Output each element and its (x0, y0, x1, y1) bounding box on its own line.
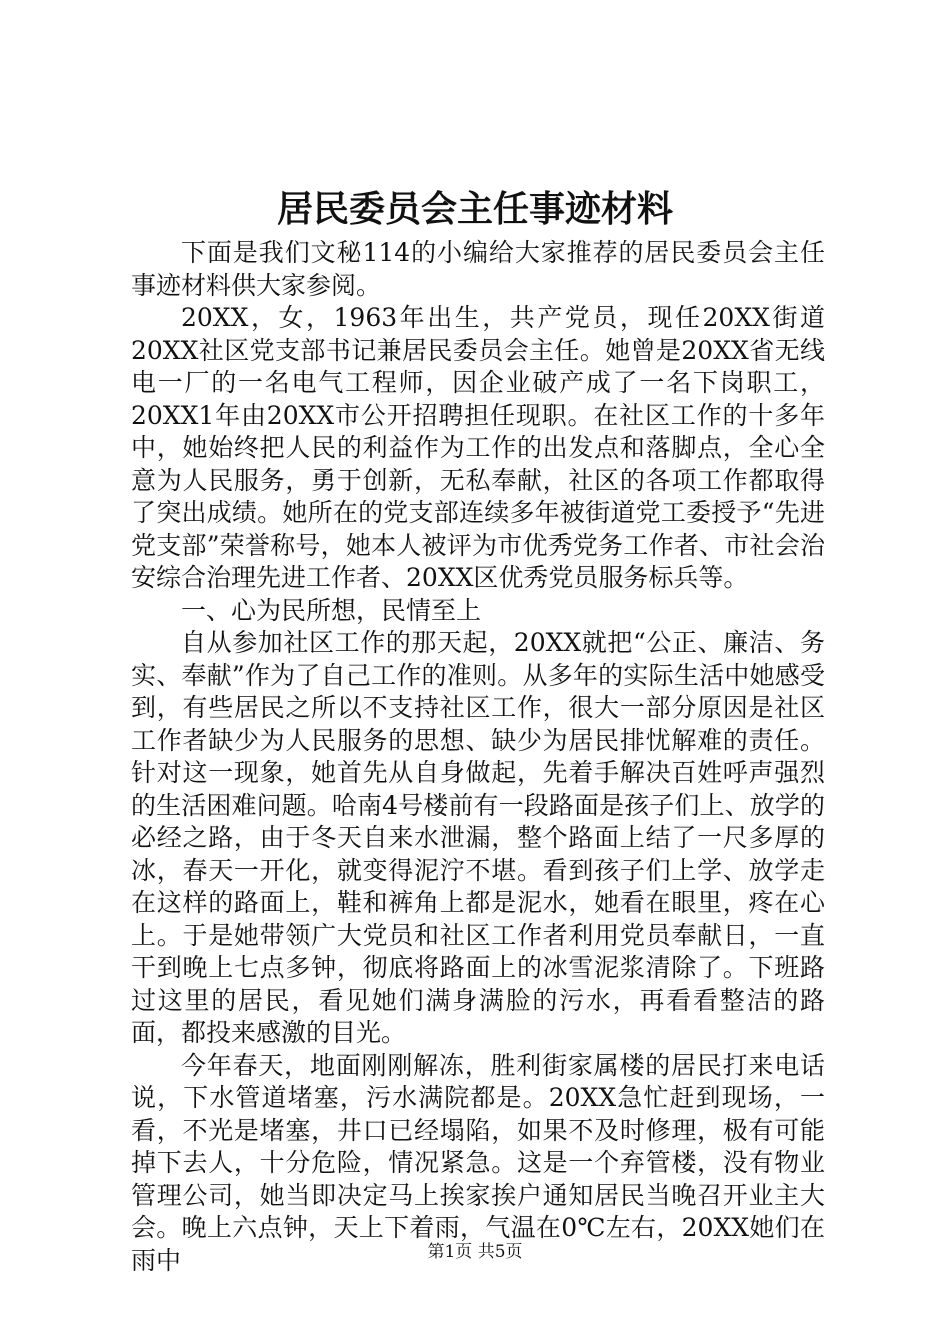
document-title: 居民委员会主任事迹材料 (276, 188, 673, 230)
paragraph-profile: 20XX，女，1963年出生，共产党员，现任20XX街道20XX社区党支部书记兼居民委员会主任。她曾是20XX省无线电一厂的一名电气工程师，因企业破产成了一名下岗职工，20XX1年由20XX市公开招聘担任现职。在社区工作的十多年中，她始终把人民的利益作为工作的出发点和落脚点，全心全意为人民服务，勇于创新，无私奉献，社区的各项工作都取得了突出成绩。她所在的党支部连续多年被街道党工委授予“先进党支部”荣誉称号，她本人被评为市优秀党务工作者、市社会治安综合治理先进工作者、20XX区优秀党员服务标兵等。 (131, 303, 825, 592)
paragraph-sewer-repair: 今年春天，地面刚刚解冻，胜利街家属楼的居民打来电话说，下水管道堵塞，污水满院都是。20XX急忙赶到现场，一看，不光是堵塞，井口已经塌陷，如果不及时修理，极有可能掉下去人，十分危险，情况紧急。这是一个弃管楼，没有物业管理公司，她当即决定马上挨家挨户通知居民当晚召开业主大会。晚上六点钟，天上下着雨，气温在0℃左右，20XX她们在雨中 (131, 1050, 825, 1275)
document-body (131, 237, 825, 1277)
paragraph-intro: 下面是我们文秘114的小编给大家推荐的居民委员会主任事迹材料供大家参阅。 (131, 238, 825, 300)
section-heading: 一、心为民所想，民情至上 (181, 595, 482, 625)
page-number-footer: 第1页 共5页 (427, 1242, 523, 1262)
paragraph-road-repair: 自从参加社区工作的那天起，20XX就把“公正、廉洁、务实、奉献”作为了自己工作的准则。从多年的实际生活中她感受到，有些居民之所以不支持社区工作，很大一部分原因是社区工作者缺少为人民服务的思想、缺少为居民排忧解难的责任。针对这一现象，她首先从自身做起，先着手解决百姓呼声强烈的生活困难问题。哈南4号楼前有一段路面是孩子们上、放学的必经之路，由于冬天自来水泄漏，整个路面上结了一尺多厚的冰，春天一开化，就变得泥泞不堪。看到孩子们上学、放学走在这样的路面上，鞋和裤角上都是泥水，她看在眼里，疼在心上。于是她带领广大党员和社区工作者利用党员奉献日，一直干到晚上七点多钟，彻底将路面上的冰雪泥浆清除了。下班路过这里的居民，看见她们满身满脸的污水，再看看整洁的路面，都投来感激的目光。 (131, 628, 825, 1047)
